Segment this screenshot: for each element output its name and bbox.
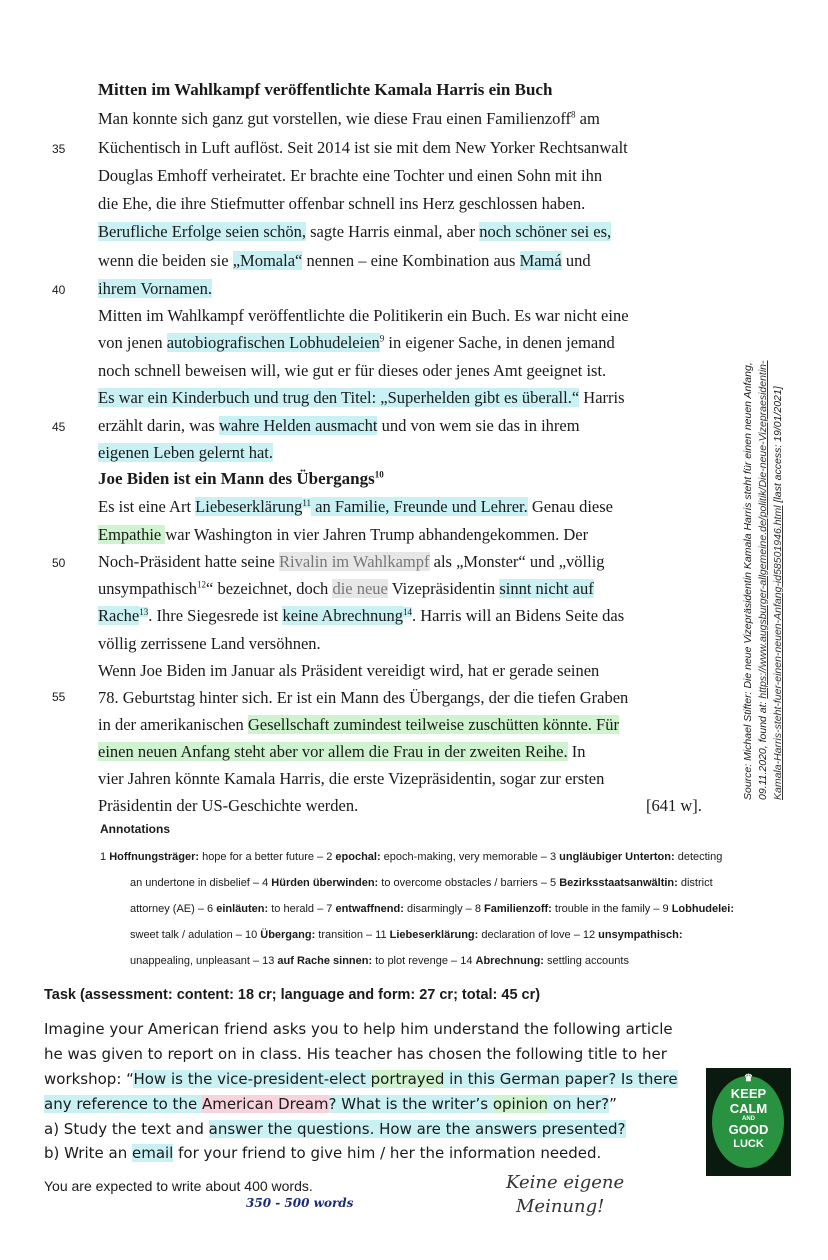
task-line: Imagine your American friend asks you to help him understand the following article [44,1020,673,1038]
text-line: Küchentisch in Luft auflöst. Seit 2014 ist sie mit dem New Yorker Rechtsanwalt [98,138,628,157]
annotation-row [130,929,820,941]
text-line: Rache$^{13}$. Ihre Siegesrede ist keine Abrechnung$^{14}$. Harris will an Bidens Seite das [98,606,625,625]
annotation-definition: hope for a better future – 2 [199,851,336,863]
crown-icon: ♛ [744,1073,753,1084]
text-line: in der amerikanischen Gesellschaft zumindest teilweise zuschütten könnte. Für [98,715,619,734]
word-requirement: You are expected to write about 400 words. [44,1178,313,1194]
line-number-50: 50 [52,556,66,570]
section-heading: Joe Biden ist ein Mann des Übergangs$^{10}$ [98,469,384,488]
annotation-term: ungläubiger Unterton: [559,851,675,863]
annotation-term: entwaffnend: [335,903,404,915]
annotation-term: Liebeserklärung: [389,929,479,941]
annotation-definition: to herald – 7 [268,903,336,915]
text-line: Präsidentin der US-Geschichte werden. [98,796,359,815]
task-line: he was given to report on in class. His teacher has chosen the following title to her [44,1045,667,1063]
source-citation [741,330,786,800]
line-number-45: 45 [52,420,66,434]
text-line: unsympathisch$^{12}$“ bezeichnet, doch die neue Vizepräsidentin sinnt nicht auf [98,579,594,598]
text-line: ihrem Vornamen. [98,279,212,298]
annotation-text: an undertone in disbelief – 4 [130,877,272,889]
text-line: Berufliche Erfolge seien schön, sagte Harris einmal, aber noch schöner sei es, [98,222,612,241]
annotation-text: attorney (AE) – 6 [130,903,217,915]
task-item-b: b) Write an email for your friend to give him / her the information needed. [44,1144,602,1162]
text-line: von jenen autobiografischen Lobhudeleien$^9$ in eigener Sache, in denen jemand [98,333,615,352]
text-line: noch schnell beweisen will, wie gut er für dieses oder jenes Amt geeignet ist. [98,361,607,380]
annotation-term: Lobhudelei: [671,903,735,915]
source-line: 09.11.2020, found at: https://www.augsburger-allgemeine.de/politik/Die-neue-Vizepraesidentin- [757,360,769,800]
annotations-title: Annotations [100,822,170,836]
text-line: 78. Geburtstag hinter sich. Er ist ein Mann des Übergangs, der die tiefen Graben [98,688,629,707]
source-link[interactable]: https://www.augsburger-allgemeine.de/politik/Die-neue-Vizepraesidentin- [757,360,769,699]
handwritten-note: Keine eigene [506,1172,625,1193]
annotation-term: epochal: [335,851,381,863]
handwritten-word-range: 350 - 500 words [246,1196,354,1210]
annotation-term: Hoffnungsträger: [109,851,200,863]
annotation-term: unsympathisch: [598,929,683,941]
poster-text: AND [742,1116,755,1122]
text-line: Noch-Präsident hatte seine Rivalin im Wahlkampf als „Monster“ und „völlig [98,552,605,571]
text-line: Wenn Joe Biden im Januar als Präsident vereidigt wird, hat er gerade seinen [98,661,600,680]
line-number-55: 55 [52,690,66,704]
text-line: völlig zerrissene Land versöhnen. [98,634,321,653]
annotation-definition: settling accounts [543,955,629,967]
text-line: wenn die beiden sie „Momala“ nennen – eine Kombination aus Mamá und [98,251,591,270]
annotation-definition: trouble in the family – 9 [551,903,672,915]
annotation-text: 1 [100,851,110,863]
annotation-term: auf Rache sinnen: [277,955,373,967]
annotation-definition: disarmingly – 8 [403,903,484,915]
annotation-definition: declaration of love – 12 [478,929,599,941]
task-line: any reference to the American Dream? What is the writer’s opinion on her?” [44,1095,617,1113]
line-number-40: 40 [52,283,66,297]
source-link[interactable]: Kamala-Harris-steht-fuer-einen-neuen-Anfang-id58501946.html [772,505,784,800]
annotation-definition: district [677,877,713,889]
line-number-35: 35 [52,142,66,156]
annotation-term: einläuten: [216,903,269,915]
word-count: [641 w]. [646,796,702,815]
task-line: workshop: “How is the vice-president-elect portrayed in this German paper? Is there [44,1070,678,1088]
source-line: Kamala-Harris-steht-fuer-einen-neuen-Anfang-id58501946.html [last access: 19/01/2021] [772,386,784,800]
annotation-term: Bezirksstaatsanwältin: [559,877,678,889]
keep-calm-poster [706,1068,791,1176]
poster-text: LUCK [733,1138,764,1150]
handwritten-note: Meinung! [516,1196,605,1217]
annotation-definition: epoch-making, very memorable – 3 [380,851,560,863]
annotation-text: unappealing, unpleasant – 13 [130,955,278,967]
text-line: Douglas Emhoff verheiratet. Er brachte eine Tochter und einen Sohn mit ihn [98,166,603,185]
annotation-definition: to overcome obstacles / barriers – 5 [378,877,560,889]
poster-text: GOOD [728,1122,769,1137]
task-item-a: a) Study the text and answer the questions. How are the answers presented? [44,1120,626,1138]
poster-text: CALM [729,1101,768,1116]
task-heading: Task (assessment: content: 18 cr; language and form: 27 cr; total: 45 cr) [44,987,541,1003]
text-line: vier Jahren könnte Kamala Harris, die erste Vizepräsidentin, sogar zur ersten [98,769,605,788]
annotation-row [100,851,790,863]
text-line: Es war ein Kinderbuch und trug den Titel: „Superhelden gibt es überall.“ Harris [98,388,625,407]
annotation-row [130,955,820,967]
text-line: Empathie war Washington in vier Jahren Trump abhandengekommen. Der [98,525,589,544]
text-line: eigenen Leben gelernt hat. [98,443,273,462]
annotation-row [130,877,820,889]
annotation-row [130,903,820,915]
text-line: Man konnte sich ganz gut vorstellen, wie diese Frau einen Familienzoff$^8$ am [98,109,600,128]
article-heading: Mitten im Wahlkampf veröffentlichte Kamala Harris ein Buch [98,80,553,99]
annotation-term: Übergang: [260,929,316,941]
annotation-definition: detecting [674,851,723,863]
text-line: erzählt darin, was wahre Helden ausmacht und von wem sie das in ihrem [98,416,580,435]
annotation-term: Familienzoff: [484,903,552,915]
annotation-term: Abrechnung: [475,955,544,967]
source-line: Source: Michael Stifter: Die neue Vizepräsidentin Kamala Harris steht für einen neuen Anfang, [742,362,754,800]
text-line: die Ehe, die ihre Stiefmutter offenbar schnell ins Herz geschlossen haben. [98,194,586,213]
annotation-term: Hürden überwinden: [271,877,379,889]
poster-text: KEEP [730,1086,767,1101]
text-line: Mitten im Wahlkampf veröffentlichte die Politikerin ein Buch. Es war nicht eine [98,306,629,325]
annotation-text: sweet talk / adulation – 10 [130,929,261,941]
text-line: Es ist eine Art Liebeserklärung$^{11}$ an Familie, Freunde und Lehrer. Genau diese [98,497,613,516]
annotation-definition: transition – 11 [315,929,390,941]
text-line: einen neuen Anfang steht aber vor allem die Frau in der zweiten Reihe. In [98,742,586,761]
annotation-definition: to plot revenge – 14 [372,955,476,967]
